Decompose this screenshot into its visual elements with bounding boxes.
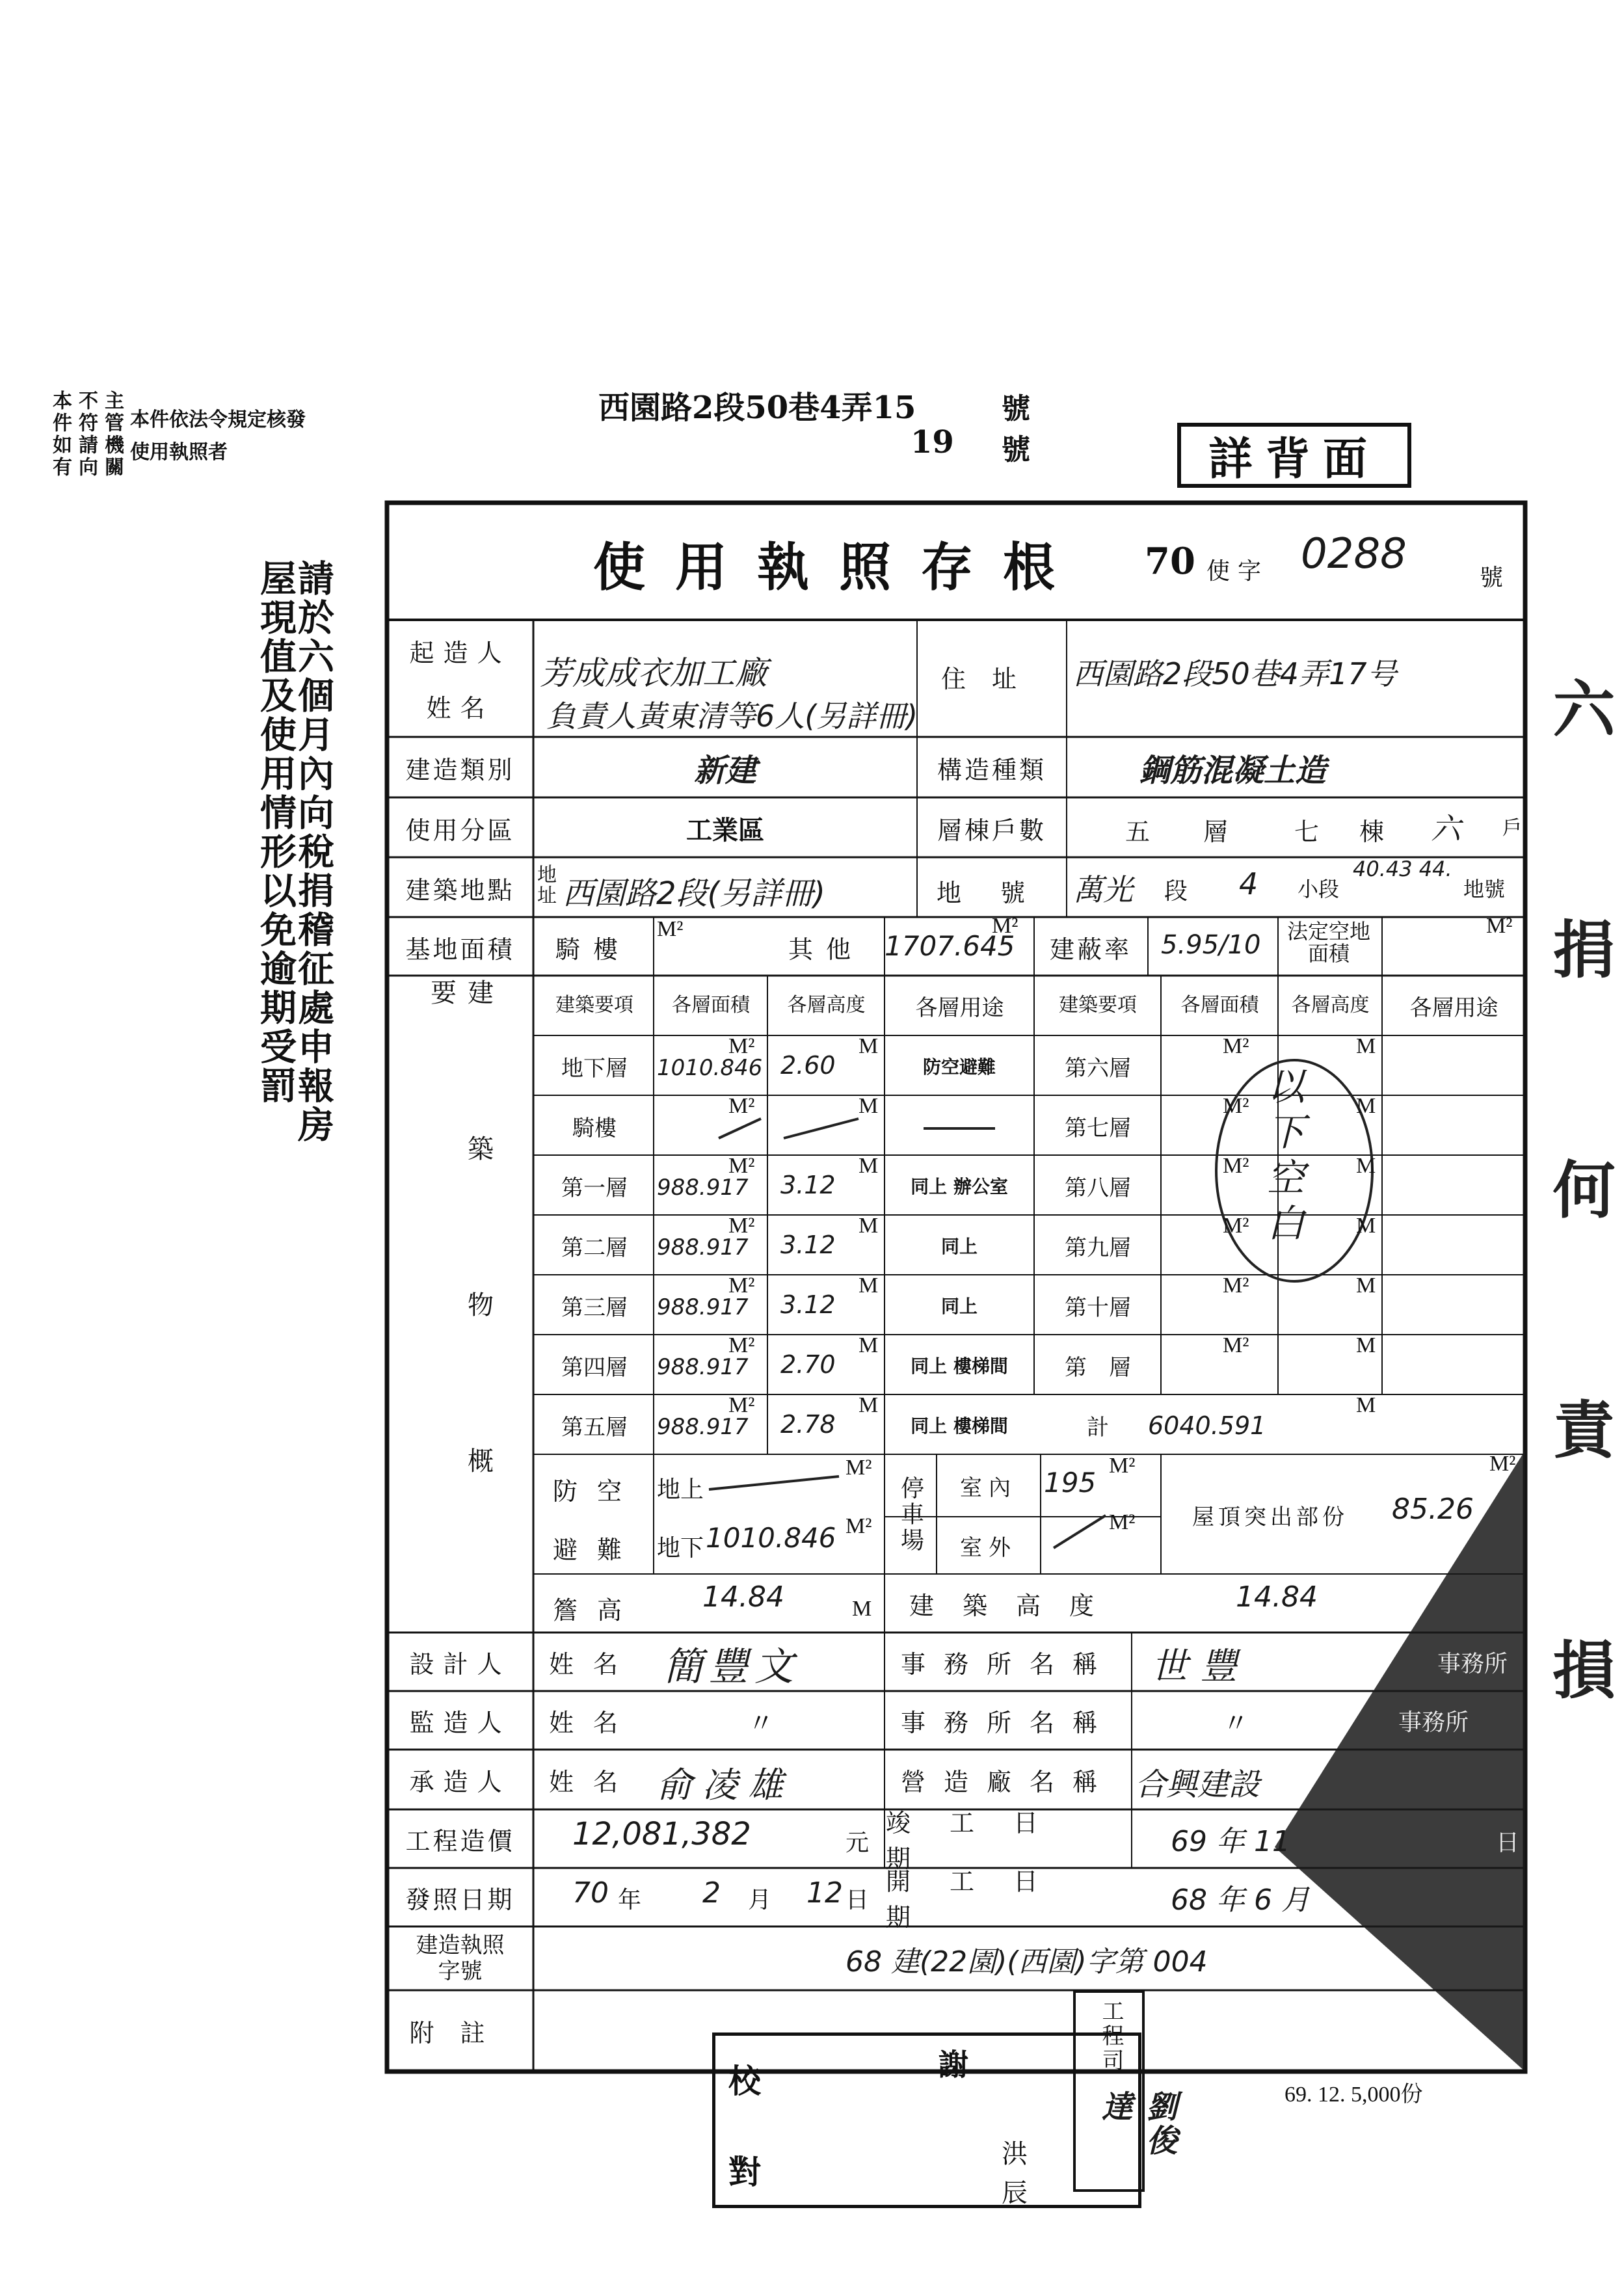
- zone-label: 使用分區: [405, 816, 515, 845]
- title-year: 70: [1145, 540, 1195, 583]
- applicant-label-1: 起造人: [409, 638, 511, 667]
- site-label: 建築地點: [405, 875, 515, 905]
- right-area-unit: M²: [1223, 1034, 1249, 1058]
- left-notice-text: 請於六個月內向稅捐稽征處申報房屋現值及使用情形以免逾期受罰: [254, 559, 335, 1145]
- roof-unit: M²: [1489, 1452, 1516, 1476]
- other-label: 其他: [788, 935, 864, 964]
- cost-unit: 元: [845, 1830, 870, 1856]
- parking-label-text: 停車場: [897, 1476, 924, 1554]
- floor-height-unit: M: [859, 1333, 879, 1357]
- outdoor-value: [1067, 1528, 1068, 1529]
- floor-label: 騎樓: [572, 1115, 617, 1141]
- right-height-unit: M: [1356, 1393, 1376, 1417]
- issue-label: 發照日期: [405, 1885, 515, 1914]
- coverage-label: 建蔽率: [1049, 935, 1132, 964]
- structure-value: 鋼筋混凝土造: [1138, 752, 1326, 789]
- lot-suffix: 地號: [1463, 877, 1506, 901]
- floor-area-unit: M²: [728, 1393, 755, 1417]
- floor-height-unit: M: [859, 1034, 879, 1058]
- floor-right-label: 第八層: [1065, 1175, 1131, 1201]
- right-height-unit: M: [1356, 1094, 1376, 1118]
- floor-use: 同上: [940, 1236, 978, 1257]
- indoor-label: 室內: [960, 1474, 1017, 1501]
- floor-label: 第五層: [561, 1414, 628, 1441]
- indoor-value: 195: [1044, 1467, 1097, 1499]
- overview-title-text: 建築物概要: [426, 979, 494, 1603]
- floor-right-label: 第 層: [1065, 1354, 1131, 1381]
- floor-area: 988.917: [657, 1234, 749, 1260]
- floors-group: [1080, 812, 1522, 851]
- stamp-mid-3: 辰: [1002, 2178, 1028, 2208]
- side-stamp-line-4: 本件依法令規定核發: [130, 408, 306, 431]
- floor-label: 第二層: [561, 1234, 628, 1261]
- supervisor-office: 〃: [1223, 1709, 1249, 1739]
- start-label: 開工日期: [886, 1867, 1078, 1932]
- floor-area: 988.917: [657, 1354, 749, 1380]
- floor-area-unit: M²: [728, 1154, 755, 1178]
- floor-area: 988.917: [657, 1175, 749, 1201]
- floor-height-unit: M: [859, 1154, 879, 1178]
- applicant-rep: 負責人黃東清等6人(另詳冊): [546, 699, 918, 734]
- floor-use: 防空避難: [922, 1056, 996, 1078]
- floor-height: 2.60: [780, 1051, 836, 1080]
- floor-use: 同上 樓梯間: [911, 1415, 1008, 1437]
- address-print-text: 西園路2段50巷4弄15: [598, 390, 916, 426]
- shelter-label-2: 避難: [553, 1536, 642, 1564]
- table-row: [533, 1034, 1034, 1095]
- buildings-value: 七: [1294, 818, 1320, 846]
- floor-use: 同上 辦公室: [911, 1176, 1008, 1197]
- side-stamp-line-2: 不符請向: [75, 390, 98, 479]
- lot-sub: 4: [1239, 866, 1258, 901]
- floor-height-unit: M: [859, 1094, 879, 1118]
- structure-label: 構造種類: [937, 755, 1046, 784]
- open-space-unit: M²: [1486, 914, 1513, 938]
- note-label: 附註: [409, 2018, 511, 2047]
- completion-label: 竣工日期: [886, 1809, 1078, 1873]
- eave-unit: M: [852, 1597, 872, 1621]
- col-use-left: 各層用途: [915, 994, 1004, 1021]
- site-addr-label: 地址: [537, 864, 557, 907]
- stamp-mid-2: 洪: [1002, 2139, 1028, 2169]
- floor-height-unit: M: [859, 1393, 879, 1417]
- designer-office-label: 事務所名稱: [900, 1649, 1115, 1679]
- eave-label: 簷高: [553, 1596, 642, 1625]
- overview-title: [390, 979, 530, 1629]
- outdoor-label: 室外: [960, 1534, 1017, 1561]
- stamp-mid-1: 謝: [934, 2049, 969, 2081]
- permit-label: [390, 1928, 530, 1989]
- floor-right-label: 第十層: [1065, 1294, 1131, 1321]
- issue-month-unit: 月: [748, 1887, 772, 1913]
- floors-unit: 層: [1203, 818, 1229, 846]
- right-height-unit: M: [1356, 1034, 1376, 1058]
- floor-height-unit: M: [859, 1273, 879, 1298]
- supervisor-name: 〃: [748, 1709, 774, 1739]
- open-space-label: 法定空地面積: [1286, 919, 1370, 966]
- below-label: 地下: [657, 1535, 704, 1562]
- col-item-right: 建築要項: [1059, 994, 1137, 1017]
- cost-value: 12,081,382: [572, 1816, 751, 1852]
- floor-height: 3.12: [780, 1231, 836, 1259]
- build-type-value: 新建: [693, 752, 756, 789]
- check-label-1: 校: [728, 2062, 761, 2100]
- permit-value: 68 建(22園)(西園)字第 004: [845, 1945, 1208, 1979]
- designer-name: 簡豐文: [663, 1644, 800, 1690]
- table-row: [533, 1216, 1034, 1275]
- address-label: 住址: [940, 664, 1043, 693]
- second-number: 19: [911, 424, 954, 460]
- supervisor-office-label: 事務所名稱: [900, 1708, 1115, 1737]
- floor-use: 同上 樓梯間: [911, 1355, 1008, 1377]
- contractor-label: 承造人: [409, 1767, 511, 1796]
- households-unit: 戶: [1502, 817, 1522, 840]
- floor-height: 3.12: [780, 1290, 836, 1319]
- supervisor-office-suffix: 事務所: [1398, 1709, 1469, 1736]
- bldg-height-value: 14.84: [1236, 1580, 1318, 1614]
- bldg-height-label: 建築高度: [909, 1591, 1123, 1620]
- table-row: [533, 1156, 1034, 1215]
- col-height-left: 各層高度: [787, 994, 866, 1017]
- total-label: 計: [1087, 1414, 1109, 1441]
- build-type-label: 建造類別: [405, 755, 515, 784]
- designer-label: 設計人: [409, 1649, 511, 1679]
- floor-label: 第一層: [561, 1175, 628, 1201]
- engineer-stamp-name: 劉俊達: [1096, 2090, 1177, 2158]
- floors-value: 五: [1125, 818, 1151, 846]
- roof-label: 屋頂突出部份: [1192, 1504, 1348, 1530]
- right-area-unit: M²: [1223, 1154, 1249, 1178]
- engineer-stamp-title: 工程司: [1098, 1999, 1124, 2073]
- form-title: [585, 520, 1093, 605]
- table-row: [533, 1094, 1034, 1155]
- above-label: 地上: [657, 1476, 704, 1503]
- floor-height: 2.78: [780, 1410, 836, 1439]
- issue-day-unit: 日: [845, 1887, 870, 1913]
- right-edge-text: 六 捐 何 責 損: [1543, 676, 1616, 1778]
- side-stamp-line-5: 使用執照者: [130, 441, 228, 464]
- buildings-unit: 棟: [1359, 818, 1385, 846]
- supervisor-name-label: 姓名: [548, 1708, 637, 1737]
- col-height-right: 各層高度: [1291, 994, 1370, 1017]
- blank-note: 以下空白: [1260, 1067, 1305, 1249]
- floor-area-unit: M²: [728, 1094, 755, 1118]
- designer-name-label: 姓名: [548, 1649, 637, 1679]
- cost-label: 工程造價: [405, 1826, 515, 1856]
- other-unit: M²: [992, 914, 1018, 938]
- lot-label: 地號: [937, 879, 1065, 907]
- arcade-unit: M²: [657, 917, 684, 941]
- indoor-unit: M²: [1109, 1454, 1136, 1478]
- right-area-unit: M²: [1223, 1273, 1249, 1298]
- below-value: 1010.846: [706, 1522, 836, 1554]
- zone-value: 工業區: [686, 814, 764, 846]
- check-label-2: 對: [728, 2153, 761, 2191]
- col-use-right: 各層用途: [1409, 994, 1498, 1021]
- below-unit: M²: [845, 1514, 872, 1538]
- permit-label-text: 建造執照字號: [416, 1932, 505, 1984]
- other-value: 1707.645: [885, 930, 1015, 962]
- floor-area-unit: M²: [728, 1333, 755, 1357]
- contractor-name: 俞凌雄: [657, 1765, 793, 1806]
- right-height-unit: M: [1356, 1273, 1376, 1298]
- households-value: 六: [1431, 811, 1461, 846]
- contractor-name-label: 姓名: [548, 1767, 637, 1796]
- right-height-unit: M: [1356, 1154, 1376, 1178]
- completion-day-unit: 日: [1496, 1830, 1520, 1856]
- outdoor-unit: M²: [1109, 1510, 1136, 1534]
- designer-office: 世豐: [1151, 1646, 1250, 1688]
- floor-label: 第四層: [561, 1354, 628, 1381]
- floor-label: 地下層: [561, 1055, 628, 1082]
- floor-right-label: 第九層: [1065, 1234, 1131, 1261]
- roof-value: 85.26: [1392, 1493, 1474, 1526]
- issue-day: 12: [806, 1876, 843, 1910]
- start-value: 68 年 6 月: [1171, 1884, 1310, 1917]
- right-area-unit: M²: [1223, 1214, 1249, 1238]
- side-stamp-line-3: 主管機關: [101, 390, 124, 479]
- site-addr-value: 西園路2段(另詳冊): [563, 875, 825, 912]
- floor-height: 2.70: [780, 1350, 836, 1379]
- table-row: [533, 1273, 1034, 1335]
- floor-area-unit: M²: [728, 1034, 755, 1058]
- floor-right-label: 第七層: [1065, 1115, 1131, 1141]
- right-height-unit: M: [1356, 1333, 1376, 1357]
- lot-sub-unit: 小段: [1298, 877, 1340, 901]
- issue-year: 70: [572, 1876, 609, 1910]
- right-height-unit: M: [1356, 1214, 1376, 1238]
- contractor-firm-label: 營造廠名稱: [900, 1767, 1115, 1796]
- col-area-right: 各層面積: [1180, 994, 1259, 1017]
- table-row: [533, 1333, 1034, 1394]
- form-title-text: 使用執照存根: [593, 536, 1085, 598]
- number-suffix-1: 號: [1002, 392, 1030, 425]
- side-stamp-line-1: 本件如有: [49, 390, 72, 479]
- address-value: 西園路2段50巷4弄17号: [1073, 656, 1397, 691]
- above-unit: M²: [845, 1456, 872, 1480]
- floor-height-unit: M: [859, 1214, 879, 1238]
- floors-label: 層棟戶數: [937, 816, 1046, 845]
- floor-area: 988.917: [657, 1294, 749, 1320]
- issue-month: 2: [702, 1876, 721, 1910]
- designer-office-suffix: 事務所: [1437, 1651, 1508, 1677]
- applicant-label-2: 姓名: [426, 693, 494, 723]
- issue-date: [559, 1876, 885, 1915]
- contractor-firm: 合興建設: [1135, 1766, 1260, 1803]
- applicant-name: 芳成成衣加工廠: [540, 654, 767, 692]
- shelter-label-1: 防空: [553, 1477, 642, 1506]
- floor-area: 988.917: [657, 1414, 749, 1440]
- supervisor-label: 監造人: [409, 1708, 511, 1737]
- arcade-label: 騎樓: [555, 935, 631, 964]
- base-area-label: 基地面積: [405, 935, 515, 964]
- print-info: 69. 12. 5,000份: [1285, 2083, 1423, 2107]
- floor-area-unit: M²: [728, 1273, 755, 1298]
- number-suffix-2: 號: [1002, 433, 1030, 466]
- completion-value: 69 年 11: [1171, 1825, 1290, 1858]
- floor-area: 1010.846: [657, 1055, 763, 1081]
- col-item-left: 建築要項: [555, 994, 633, 1017]
- table-row: [533, 1393, 1034, 1454]
- title-suffix: 號: [1480, 565, 1504, 591]
- detail-back-stamp-text: 詳背面: [1208, 433, 1380, 485]
- parking-label: [886, 1457, 935, 1573]
- right-area-unit: M²: [1223, 1094, 1249, 1118]
- eave-value: 14.84: [702, 1580, 784, 1614]
- lot-section: 萬光: [1073, 872, 1133, 907]
- col-area-left: 各層面積: [672, 994, 750, 1017]
- floor-right-label: 第六層: [1065, 1055, 1131, 1082]
- total-value: 6040.591: [1148, 1411, 1266, 1440]
- lot-section-unit: 段: [1164, 878, 1188, 905]
- engineer-stamp: [1073, 1990, 1177, 2192]
- right-area-unit: M²: [1223, 1333, 1249, 1357]
- floor-height: 3.12: [780, 1171, 836, 1199]
- floor-area-unit: M²: [728, 1214, 755, 1238]
- issue-year-unit: 年: [618, 1887, 642, 1913]
- lot-numbers: 40.43 44.: [1353, 857, 1452, 881]
- title-number: 0288: [1301, 530, 1407, 578]
- title-prefix: 使字: [1206, 558, 1270, 585]
- floor-use: 同上: [940, 1296, 978, 1317]
- coverage-value: 5.95/10: [1161, 930, 1261, 960]
- floor-label: 第三層: [561, 1294, 628, 1321]
